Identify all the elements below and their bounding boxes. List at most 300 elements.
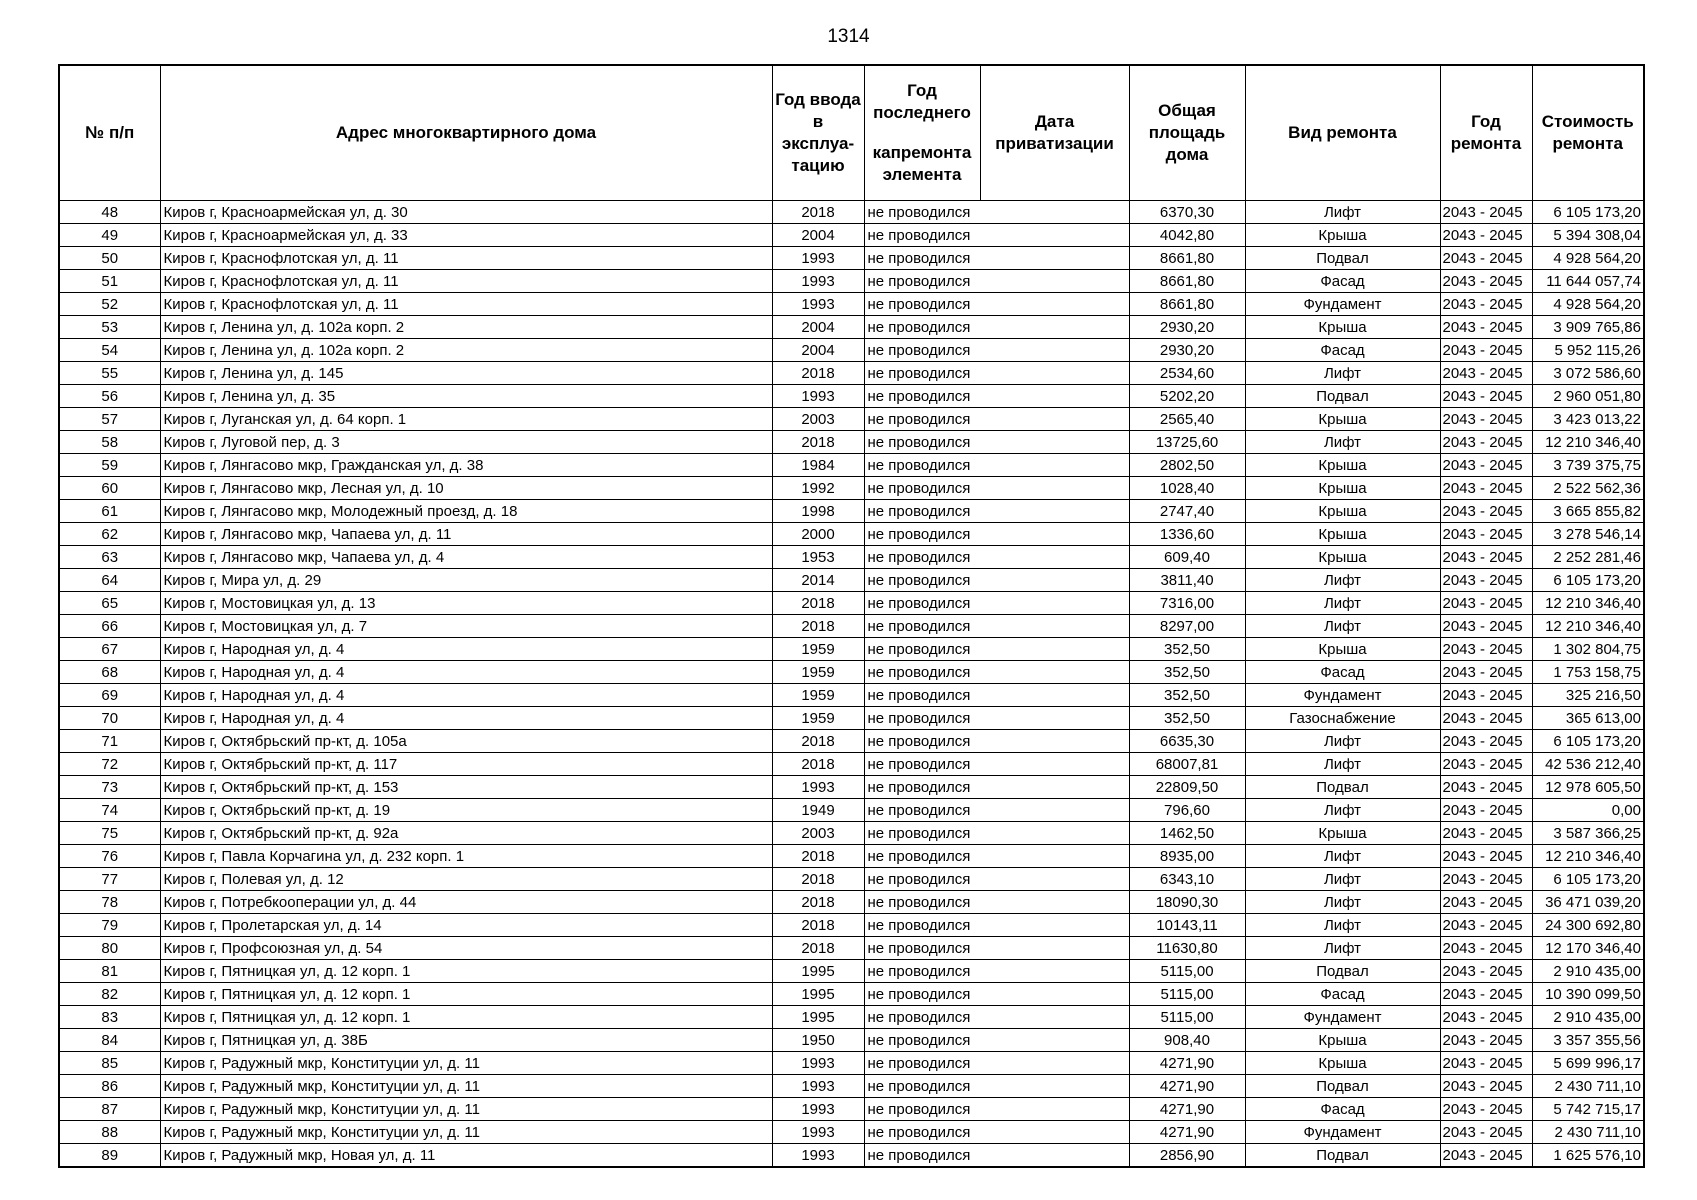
cell-repair-year: 2043 - 2045 — [1440, 1052, 1532, 1075]
cell-repair-type: Крыша — [1245, 500, 1440, 523]
cell-cost: 365 613,00 — [1532, 707, 1644, 730]
cell-privatization — [980, 201, 1129, 224]
cell-area: 4271,90 — [1129, 1075, 1245, 1098]
cell-num: 52 — [59, 293, 160, 316]
cell-year-built: 2018 — [772, 431, 864, 454]
cell-year-built: 2003 — [772, 822, 864, 845]
cell-year-built: 1992 — [772, 477, 864, 500]
cell-repair-year: 2043 - 2045 — [1440, 914, 1532, 937]
cell-last-repair: не проводился — [864, 339, 980, 362]
cell-year-built: 1998 — [772, 500, 864, 523]
cell-year-built: 1993 — [772, 385, 864, 408]
cell-privatization — [980, 684, 1129, 707]
cell-repair-type: Подвал — [1245, 385, 1440, 408]
cell-num: 61 — [59, 500, 160, 523]
cell-area: 8297,00 — [1129, 615, 1245, 638]
cell-repair-type: Крыша — [1245, 822, 1440, 845]
cell-cost: 2 910 435,00 — [1532, 960, 1644, 983]
cell-cost: 3 423 013,22 — [1532, 408, 1644, 431]
cell-last-repair: не проводился — [864, 592, 980, 615]
cell-repair-type: Лифт — [1245, 730, 1440, 753]
cell-last-repair: не проводился — [864, 1052, 980, 1075]
cell-privatization — [980, 1029, 1129, 1052]
cell-repair-year: 2043 - 2045 — [1440, 316, 1532, 339]
cell-num: 67 — [59, 638, 160, 661]
cell-repair-type: Лифт — [1245, 362, 1440, 385]
cell-cost: 5 394 308,04 — [1532, 224, 1644, 247]
cell-privatization — [980, 385, 1129, 408]
cell-year-built: 1993 — [772, 270, 864, 293]
cell-repair-type: Фасад — [1245, 1098, 1440, 1121]
cell-area: 796,60 — [1129, 799, 1245, 822]
cell-privatization — [980, 937, 1129, 960]
header-repair-year: Год ремонта — [1440, 65, 1532, 201]
cell-num: 68 — [59, 661, 160, 684]
cell-last-repair: не проводился — [864, 638, 980, 661]
cell-address: Киров г, Красноармейская ул, д. 30 — [160, 201, 772, 224]
cell-year-built: 1993 — [772, 1098, 864, 1121]
cell-repair-year: 2043 - 2045 — [1440, 730, 1532, 753]
header-privatization: Дата приватизации — [980, 65, 1129, 201]
cell-num: 56 — [59, 385, 160, 408]
table-row — [59, 569, 1644, 592]
table-row — [59, 776, 1644, 799]
cell-address: Киров г, Октябрьский пр-кт, д. 92а — [160, 822, 772, 845]
cell-repair-year: 2043 - 2045 — [1440, 983, 1532, 1006]
cell-repair-type: Лифт — [1245, 868, 1440, 891]
cell-year-built: 2018 — [772, 891, 864, 914]
table-row — [59, 615, 1644, 638]
cell-repair-year: 2043 - 2045 — [1440, 1121, 1532, 1144]
cell-year-built: 2018 — [772, 362, 864, 385]
cell-privatization — [980, 983, 1129, 1006]
cell-privatization — [980, 500, 1129, 523]
cell-address: Киров г, Пятницкая ул, д. 12 корп. 1 — [160, 960, 772, 983]
table-row — [59, 868, 1644, 891]
table-row — [59, 546, 1644, 569]
cell-repair-year: 2043 - 2045 — [1440, 293, 1532, 316]
table-row — [59, 523, 1644, 546]
cell-num: 70 — [59, 707, 160, 730]
cell-repair-year: 2043 - 2045 — [1440, 638, 1532, 661]
cell-year-built: 1993 — [772, 776, 864, 799]
cell-last-repair: не проводился — [864, 868, 980, 891]
cell-cost: 12 210 346,40 — [1532, 615, 1644, 638]
cell-last-repair: не проводился — [864, 661, 980, 684]
cell-repair-year: 2043 - 2045 — [1440, 822, 1532, 845]
cell-repair-year: 2043 - 2045 — [1440, 1098, 1532, 1121]
cell-address: Киров г, Краснофлотская ул, д. 11 — [160, 293, 772, 316]
cell-num: 77 — [59, 868, 160, 891]
cell-year-built: 2018 — [772, 201, 864, 224]
cell-last-repair: не проводился — [864, 224, 980, 247]
cell-repair-year: 2043 - 2045 — [1440, 868, 1532, 891]
cell-year-built: 2018 — [772, 914, 864, 937]
cell-last-repair: не проводился — [864, 477, 980, 500]
cell-area: 2565,40 — [1129, 408, 1245, 431]
cell-last-repair: не проводился — [864, 270, 980, 293]
cell-year-built: 1995 — [772, 1006, 864, 1029]
table-body — [59, 201, 1644, 1168]
table-row — [59, 1075, 1644, 1098]
cell-repair-year: 2043 - 2045 — [1440, 339, 1532, 362]
table-row — [59, 293, 1644, 316]
table-row — [59, 753, 1644, 776]
cell-year-built: 1949 — [772, 799, 864, 822]
table-row — [59, 316, 1644, 339]
cell-num: 76 — [59, 845, 160, 868]
cell-repair-type: Фасад — [1245, 270, 1440, 293]
cell-cost: 12 210 346,40 — [1532, 845, 1644, 868]
cell-address: Киров г, Профсоюзная ул, д. 54 — [160, 937, 772, 960]
cell-cost: 1 625 576,10 — [1532, 1144, 1644, 1168]
cell-last-repair: не проводился — [864, 615, 980, 638]
cell-address: Киров г, Мостовицкая ул, д. 13 — [160, 592, 772, 615]
cell-repair-type: Лифт — [1245, 753, 1440, 776]
cell-address: Киров г, Красноармейская ул, д. 33 — [160, 224, 772, 247]
cell-address: Киров г, Радужный мкр, Конституции ул, д. 11 — [160, 1052, 772, 1075]
cell-year-built: 2000 — [772, 523, 864, 546]
header-row — [59, 65, 1644, 201]
cell-repair-type: Крыша — [1245, 1029, 1440, 1052]
cell-address: Киров г, Лянгасово мкр, Лесная ул, д. 10 — [160, 477, 772, 500]
cell-num: 66 — [59, 615, 160, 638]
cell-area: 8661,80 — [1129, 270, 1245, 293]
cell-repair-type: Фасад — [1245, 661, 1440, 684]
cell-address: Киров г, Потребкооперации ул, д. 44 — [160, 891, 772, 914]
cell-cost: 325 216,50 — [1532, 684, 1644, 707]
cell-year-built: 2004 — [772, 339, 864, 362]
cell-privatization — [980, 707, 1129, 730]
cell-address: Киров г, Октябрьский пр-кт, д. 153 — [160, 776, 772, 799]
cell-year-built: 1995 — [772, 983, 864, 1006]
cell-address: Киров г, Народная ул, д. 4 — [160, 661, 772, 684]
cell-area: 609,40 — [1129, 546, 1245, 569]
cell-repair-type: Лифт — [1245, 937, 1440, 960]
cell-last-repair: не проводился — [864, 500, 980, 523]
cell-repair-type: Лифт — [1245, 592, 1440, 615]
table-row — [59, 1006, 1644, 1029]
cell-privatization — [980, 477, 1129, 500]
cell-num: 65 — [59, 592, 160, 615]
table-row — [59, 983, 1644, 1006]
cell-repair-type: Подвал — [1245, 960, 1440, 983]
cell-repair-type: Лифт — [1245, 201, 1440, 224]
table-row — [59, 454, 1644, 477]
cell-area: 8935,00 — [1129, 845, 1245, 868]
cell-privatization — [980, 1121, 1129, 1144]
cell-privatization — [980, 776, 1129, 799]
cell-address: Киров г, Народная ул, д. 4 — [160, 638, 772, 661]
table-row — [59, 707, 1644, 730]
cell-cost: 5 699 996,17 — [1532, 1052, 1644, 1075]
table-row — [59, 1029, 1644, 1052]
cell-area: 352,50 — [1129, 684, 1245, 707]
cell-year-built: 1993 — [772, 1075, 864, 1098]
cell-year-built: 1959 — [772, 638, 864, 661]
table-row — [59, 224, 1644, 247]
cell-privatization — [980, 730, 1129, 753]
cell-year-built: 2004 — [772, 224, 864, 247]
cell-privatization — [980, 638, 1129, 661]
cell-privatization — [980, 1098, 1129, 1121]
cell-num: 50 — [59, 247, 160, 270]
cell-year-built: 1953 — [772, 546, 864, 569]
cell-num: 75 — [59, 822, 160, 845]
cell-area: 352,50 — [1129, 638, 1245, 661]
table-row — [59, 1144, 1644, 1168]
cell-area: 10143,11 — [1129, 914, 1245, 937]
cell-cost: 3 072 586,60 — [1532, 362, 1644, 385]
cell-privatization — [980, 914, 1129, 937]
table-row — [59, 799, 1644, 822]
cell-privatization — [980, 224, 1129, 247]
cell-repair-year: 2043 - 2045 — [1440, 431, 1532, 454]
table-row — [59, 339, 1644, 362]
cell-area: 18090,30 — [1129, 891, 1245, 914]
cell-repair-year: 2043 - 2045 — [1440, 408, 1532, 431]
table-row — [59, 891, 1644, 914]
cell-num: 64 — [59, 569, 160, 592]
cell-last-repair: не проводился — [864, 201, 980, 224]
cell-num: 72 — [59, 753, 160, 776]
cell-last-repair: не проводился — [864, 1121, 980, 1144]
cell-num: 85 — [59, 1052, 160, 1075]
cell-last-repair: не проводился — [864, 1006, 980, 1029]
cell-address: Киров г, Радужный мкр, Конституции ул, д. 11 — [160, 1075, 772, 1098]
cell-area: 11630,80 — [1129, 937, 1245, 960]
cell-cost: 6 105 173,20 — [1532, 201, 1644, 224]
cell-num: 80 — [59, 937, 160, 960]
cell-repair-year: 2043 - 2045 — [1440, 523, 1532, 546]
cell-cost: 1 302 804,75 — [1532, 638, 1644, 661]
table-row — [59, 477, 1644, 500]
cell-area: 7316,00 — [1129, 592, 1245, 615]
cell-privatization — [980, 293, 1129, 316]
cell-address: Киров г, Лянгасово мкр, Чапаева ул, д. 4 — [160, 546, 772, 569]
cell-last-repair: не проводился — [864, 316, 980, 339]
cell-repair-year: 2043 - 2045 — [1440, 960, 1532, 983]
cell-num: 84 — [59, 1029, 160, 1052]
cell-num: 58 — [59, 431, 160, 454]
cell-privatization — [980, 408, 1129, 431]
cell-privatization — [980, 891, 1129, 914]
cell-cost: 12 170 346,40 — [1532, 937, 1644, 960]
cell-privatization — [980, 1144, 1129, 1168]
header-last-repair-bottom: капремонта элемента — [872, 143, 972, 184]
cell-repair-type: Лифт — [1245, 799, 1440, 822]
cell-privatization — [980, 753, 1129, 776]
cell-address: Киров г, Луганская ул, д. 64 корп. 1 — [160, 408, 772, 431]
cell-privatization — [980, 799, 1129, 822]
cell-repair-year: 2043 - 2045 — [1440, 1144, 1532, 1168]
cell-area: 1028,40 — [1129, 477, 1245, 500]
table-row — [59, 1121, 1644, 1144]
cell-area: 2930,20 — [1129, 316, 1245, 339]
cell-repair-year: 2043 - 2045 — [1440, 891, 1532, 914]
table-row — [59, 822, 1644, 845]
cell-year-built: 1959 — [772, 661, 864, 684]
cell-area: 3811,40 — [1129, 569, 1245, 592]
cell-num: 55 — [59, 362, 160, 385]
cell-last-repair: не проводился — [864, 891, 980, 914]
cell-area: 352,50 — [1129, 707, 1245, 730]
cell-address: Киров г, Радужный мкр, Конституции ул, д. 11 — [160, 1098, 772, 1121]
cell-area: 6370,30 — [1129, 201, 1245, 224]
cell-year-built: 2018 — [772, 753, 864, 776]
cell-address: Киров г, Народная ул, д. 4 — [160, 684, 772, 707]
cell-repair-year: 2043 - 2045 — [1440, 937, 1532, 960]
cell-last-repair: не проводился — [864, 914, 980, 937]
cell-cost: 11 644 057,74 — [1532, 270, 1644, 293]
cell-last-repair: не проводился — [864, 431, 980, 454]
page-number: 1314 — [827, 26, 870, 47]
cell-repair-type: Газоснабжение — [1245, 707, 1440, 730]
table-row — [59, 1052, 1644, 1075]
table-row — [59, 385, 1644, 408]
cell-repair-year: 2043 - 2045 — [1440, 477, 1532, 500]
cell-last-repair: не проводился — [864, 707, 980, 730]
cell-last-repair: не проводился — [864, 408, 980, 431]
cell-privatization — [980, 339, 1129, 362]
cell-num: 59 — [59, 454, 160, 477]
cell-area: 5115,00 — [1129, 1006, 1245, 1029]
cell-num: 73 — [59, 776, 160, 799]
cell-last-repair: не проводился — [864, 385, 980, 408]
cell-repair-year: 2043 - 2045 — [1440, 546, 1532, 569]
cell-privatization — [980, 868, 1129, 891]
repair-plan-table — [58, 64, 1645, 1168]
header-year-built: Год ввода в эксплуа-тацию — [772, 65, 864, 201]
cell-area: 68007,81 — [1129, 753, 1245, 776]
cell-area: 22809,50 — [1129, 776, 1245, 799]
cell-area: 352,50 — [1129, 661, 1245, 684]
cell-repair-year: 2043 - 2045 — [1440, 684, 1532, 707]
cell-cost: 1 753 158,75 — [1532, 661, 1644, 684]
table-row — [59, 362, 1644, 385]
cell-area: 1462,50 — [1129, 822, 1245, 845]
cell-address: Киров г, Луговой пер, д. 3 — [160, 431, 772, 454]
cell-repair-type: Подвал — [1245, 1144, 1440, 1168]
cell-year-built: 1984 — [772, 454, 864, 477]
cell-privatization — [980, 362, 1129, 385]
cell-area: 2930,20 — [1129, 339, 1245, 362]
cell-repair-type: Крыша — [1245, 477, 1440, 500]
cell-year-built: 1993 — [772, 293, 864, 316]
cell-privatization — [980, 1075, 1129, 1098]
cell-cost: 2 522 562,36 — [1532, 477, 1644, 500]
table-row — [59, 408, 1644, 431]
cell-cost: 3 357 355,56 — [1532, 1029, 1644, 1052]
cell-repair-type: Подвал — [1245, 247, 1440, 270]
cell-cost: 3 739 375,75 — [1532, 454, 1644, 477]
cell-privatization — [980, 569, 1129, 592]
cell-cost: 24 300 692,80 — [1532, 914, 1644, 937]
cell-repair-year: 2043 - 2045 — [1440, 1029, 1532, 1052]
cell-cost: 10 390 099,50 — [1532, 983, 1644, 1006]
cell-repair-type: Лифт — [1245, 431, 1440, 454]
cell-cost: 0,00 — [1532, 799, 1644, 822]
cell-repair-type: Крыша — [1245, 454, 1440, 477]
cell-repair-type: Фундамент — [1245, 1006, 1440, 1029]
cell-num: 86 — [59, 1075, 160, 1098]
cell-address: Киров г, Лянгасово мкр, Молодежный проезд, д. 18 — [160, 500, 772, 523]
cell-area: 2856,90 — [1129, 1144, 1245, 1168]
cell-repair-year: 2043 - 2045 — [1440, 776, 1532, 799]
cell-cost: 2 430 711,10 — [1532, 1075, 1644, 1098]
cell-cost: 2 252 281,46 — [1532, 546, 1644, 569]
cell-repair-type: Подвал — [1245, 776, 1440, 799]
cell-area: 1336,60 — [1129, 523, 1245, 546]
cell-privatization — [980, 546, 1129, 569]
cell-num: 89 — [59, 1144, 160, 1168]
cell-cost: 12 210 346,40 — [1532, 592, 1644, 615]
cell-num: 69 — [59, 684, 160, 707]
cell-repair-year: 2043 - 2045 — [1440, 201, 1532, 224]
cell-repair-year: 2043 - 2045 — [1440, 799, 1532, 822]
table-row — [59, 914, 1644, 937]
cell-num: 54 — [59, 339, 160, 362]
cell-repair-type: Лифт — [1245, 615, 1440, 638]
cell-cost: 3 909 765,86 — [1532, 316, 1644, 339]
cell-last-repair: не проводился — [864, 983, 980, 1006]
cell-last-repair: не проводился — [864, 730, 980, 753]
cell-address: Киров г, Радужный мкр, Конституции ул, д. 11 — [160, 1121, 772, 1144]
cell-cost: 3 665 855,82 — [1532, 500, 1644, 523]
cell-num: 48 — [59, 201, 160, 224]
cell-repair-type: Фундамент — [1245, 293, 1440, 316]
cell-address: Киров г, Ленина ул, д. 102а корп. 2 — [160, 316, 772, 339]
cell-last-repair: не проводился — [864, 684, 980, 707]
cell-repair-type: Крыша — [1245, 546, 1440, 569]
cell-last-repair: не проводился — [864, 523, 980, 546]
table-row — [59, 730, 1644, 753]
cell-repair-year: 2043 - 2045 — [1440, 454, 1532, 477]
table-row — [59, 661, 1644, 684]
cell-cost: 3 587 366,25 — [1532, 822, 1644, 845]
cell-year-built: 2004 — [772, 316, 864, 339]
cell-num: 82 — [59, 983, 160, 1006]
cell-num: 60 — [59, 477, 160, 500]
cell-area: 6343,10 — [1129, 868, 1245, 891]
header-last-repair-top: Год последнего — [873, 81, 971, 122]
cell-address: Киров г, Краснофлотская ул, д. 11 — [160, 247, 772, 270]
cell-year-built: 2018 — [772, 845, 864, 868]
cell-area: 13725,60 — [1129, 431, 1245, 454]
cell-area: 4271,90 — [1129, 1098, 1245, 1121]
cell-cost: 3 278 546,14 — [1532, 523, 1644, 546]
cell-repair-year: 2043 - 2045 — [1440, 615, 1532, 638]
cell-year-built: 1993 — [772, 1144, 864, 1168]
cell-last-repair: не проводился — [864, 1029, 980, 1052]
cell-address: Киров г, Лянгасово мкр, Чапаева ул, д. 11 — [160, 523, 772, 546]
table-row — [59, 845, 1644, 868]
cell-repair-year: 2043 - 2045 — [1440, 270, 1532, 293]
cell-address: Киров г, Октябрьский пр-кт, д. 105а — [160, 730, 772, 753]
cell-privatization — [980, 960, 1129, 983]
cell-cost: 42 536 212,40 — [1532, 753, 1644, 776]
cell-last-repair: не проводился — [864, 293, 980, 316]
cell-last-repair: не проводился — [864, 1098, 980, 1121]
cell-address: Киров г, Октябрьский пр-кт, д. 19 — [160, 799, 772, 822]
cell-last-repair: не проводился — [864, 362, 980, 385]
cell-last-repair: не проводился — [864, 937, 980, 960]
cell-repair-year: 2043 - 2045 — [1440, 224, 1532, 247]
cell-repair-year: 2043 - 2045 — [1440, 592, 1532, 615]
cell-cost: 12 978 605,50 — [1532, 776, 1644, 799]
cell-address: Киров г, Пятницкая ул, д. 38Б — [160, 1029, 772, 1052]
cell-privatization — [980, 270, 1129, 293]
